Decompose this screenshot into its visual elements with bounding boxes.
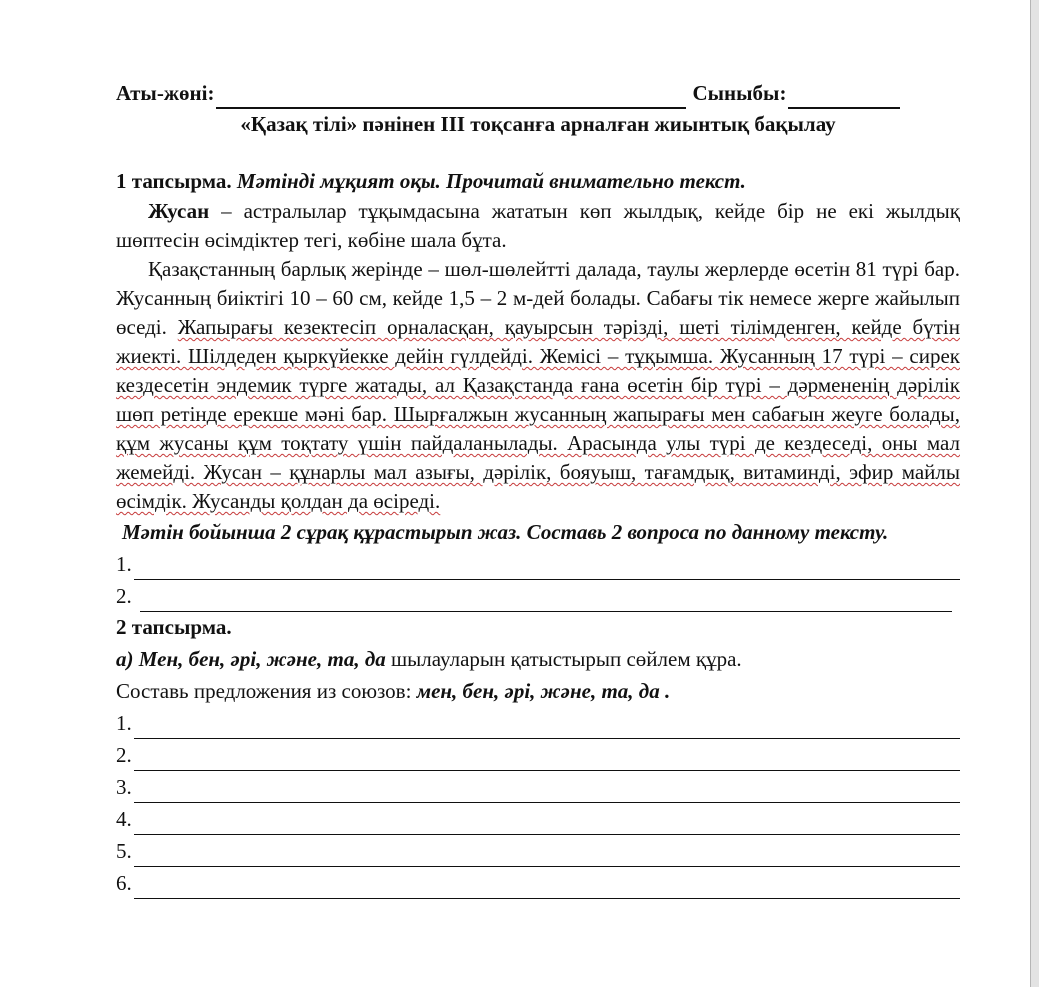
answer-line[interactable]	[116, 739, 960, 771]
answer-rule[interactable]	[134, 780, 960, 803]
task1-label: 1 тапсырма.	[116, 169, 232, 193]
answer-rule[interactable]	[134, 748, 960, 771]
paragraph-2-spellcheck-text: Жапырағы кезектесіп орналасқан, қауырсын тәрізді, шеті тілімденген, кейде бүтін жиекті. Шілдеден қыркүйекке дейін гүлдейді. Жемісі – тұқымша. Жусанның 17 түрі – сирек кездесетін эндемик түрге жатады, ал Қазақстанда ғана өсетін бір түрі – дәрмененің дәрілік шөп ретінде ерекше мәні бар. Шырғалжын жусанның жапырағы мен сабағын жеуге болады, құм жусаны құм тоқтату үшін пайдаланылады. Арасында улы түрі де кездеседі, оны мал жемейді. Жусан – құнарлы мал азығы, дәрілік, бояуыш, тағамдық, витаминді, эфир майлы өсімдік. Жусанды қолдан да өсіреді.	[116, 315, 960, 513]
answer-line[interactable]	[116, 803, 960, 835]
class-label: Сыныбы:	[692, 81, 787, 105]
answer-line[interactable]	[116, 835, 960, 867]
question-instruction: Мәтін бойынша 2 сұрақ құрастырып жаз. Составь 2 вопроса по данному тексту.	[122, 520, 889, 544]
answer-line[interactable]	[116, 548, 960, 580]
answer-number: 3.	[116, 775, 132, 799]
task1-instruction: Мәтінді мұқият оқы. Прочитай внимательно текст.	[236, 169, 746, 193]
answer-number: 1.	[116, 552, 132, 576]
class-blank[interactable]	[788, 85, 900, 109]
task1-heading	[116, 166, 960, 197]
task2-label: 2 тапсырма.	[116, 615, 232, 639]
paragraph-2	[116, 255, 960, 516]
answer-line[interactable]	[116, 580, 952, 612]
answer-rule[interactable]	[134, 557, 960, 580]
answer-line[interactable]	[116, 867, 960, 899]
paragraph-2-text: Қазақстанның барлық жерінде – шөл-шөлейтті далада, таулы жерлерде өсетін 81 түрі бар. Жусанның биіктігі 10 – 60 см, кейде 1,5 – 2 м-дей болады. Сабағы тік немесе жерге жайылып өседі.	[116, 257, 960, 339]
paragraph-1	[116, 197, 960, 255]
answer-number: 1.	[116, 711, 132, 735]
task2-instruction-ru	[116, 675, 960, 707]
name-label: Аты-жөні:	[116, 81, 215, 105]
answer-rule[interactable]	[140, 589, 952, 612]
paragraph-1-text: – астралылар тұқымдасына жататын көп жылдық, кейде бір не екі жылдық шөптесін өсімдіктер тегі, көбіне шала бұта.	[116, 199, 960, 252]
answer-number: 5.	[116, 839, 132, 863]
answer-rule[interactable]	[134, 876, 960, 899]
answer-rule[interactable]	[134, 844, 960, 867]
task2-words: а) Мен, бен, әрі, және, та, да	[116, 647, 386, 671]
answer-number: 2.	[116, 743, 132, 767]
term-zhusan: Жусан	[148, 199, 210, 223]
page-title: «Қазақ тілі» пәнінен ІІІ тоқсанға арналған жиынтық бақылау	[240, 112, 836, 136]
task2-kz-text: шылауларын қатыстырып сөйлем құра.	[385, 647, 742, 671]
task2-ru-text: Составь предложения из союзов:	[116, 679, 417, 703]
answer-line[interactable]	[116, 771, 960, 803]
answer-number: 6.	[116, 871, 132, 895]
answer-number: 2.	[116, 584, 132, 608]
task2-instruction	[116, 643, 960, 675]
page-edge	[1030, 0, 1039, 987]
task2-ru-words: мен, бен, әрі, және, та, да .	[416, 679, 671, 703]
answer-rule[interactable]	[134, 812, 960, 835]
name-blank[interactable]	[216, 85, 686, 109]
answer-number: 4.	[116, 807, 132, 831]
answer-line[interactable]	[116, 707, 960, 739]
spacer	[116, 140, 960, 166]
header-line	[116, 78, 960, 109]
answer-rule[interactable]	[134, 716, 960, 739]
worksheet-page	[116, 78, 960, 899]
